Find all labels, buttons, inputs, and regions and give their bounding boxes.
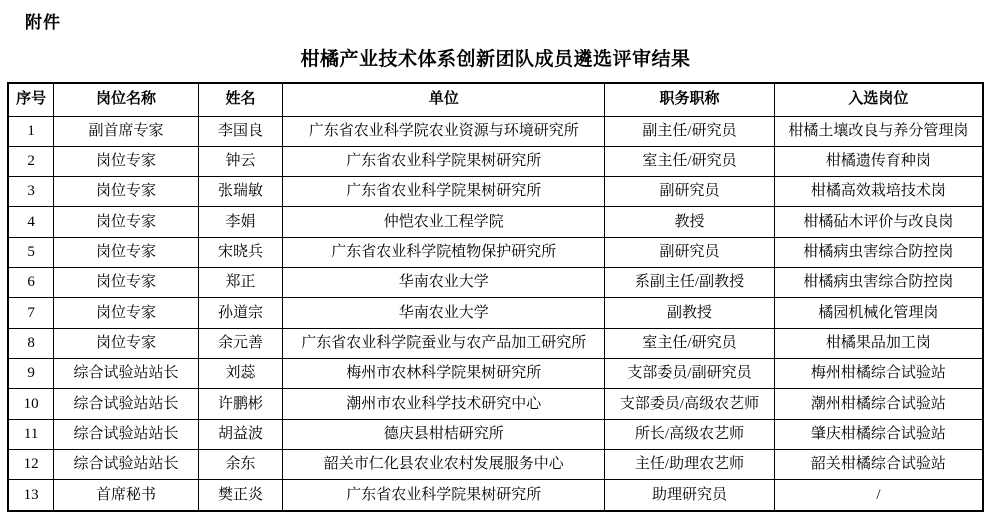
- cell-no: 12: [8, 449, 54, 479]
- cell-position: 副首席专家: [54, 116, 198, 146]
- cell-selected: 柑橘遗传育种岗: [774, 146, 983, 176]
- cell-position: 岗位专家: [54, 298, 198, 328]
- cell-selected: 肇庆柑橘综合试验站: [774, 419, 983, 449]
- cell-no: 10: [8, 389, 54, 419]
- table-row: [8, 268, 983, 298]
- cell-name: 余元善: [198, 328, 283, 358]
- cell-position: 岗位专家: [54, 268, 198, 298]
- table-row: [8, 328, 983, 358]
- cell-selected: 柑橘土壤改良与养分管理岗: [774, 116, 983, 146]
- header-name: 姓名: [198, 83, 283, 116]
- cell-selected: 橘园机械化管理岗: [774, 298, 983, 328]
- cell-title: 副主任/研究员: [605, 116, 775, 146]
- cell-name: 刘蕊: [198, 359, 283, 389]
- cell-title: 教授: [605, 207, 775, 237]
- table-row: [8, 449, 983, 479]
- table-row: [8, 237, 983, 267]
- cell-title: 支部委员/副研究员: [605, 359, 775, 389]
- cell-position: 岗位专家: [54, 328, 198, 358]
- table-row: [8, 480, 983, 511]
- cell-no: 11: [8, 419, 54, 449]
- cell-position: 岗位专家: [54, 237, 198, 267]
- cell-title: 所长/高级农艺师: [605, 419, 775, 449]
- cell-position: 综合试验站站长: [54, 449, 198, 479]
- cell-unit: 广东省农业科学院果树研究所: [283, 146, 605, 176]
- cell-name: 孙道宗: [198, 298, 283, 328]
- cell-unit: 广东省农业科学院果树研究所: [283, 177, 605, 207]
- cell-name: 李娟: [198, 207, 283, 237]
- cell-position: 首席秘书: [54, 480, 198, 511]
- cell-unit: 广东省农业科学院农业资源与环境研究所: [283, 116, 605, 146]
- cell-unit: 仲恺农业工程学院: [283, 207, 605, 237]
- cell-no: 4: [8, 207, 54, 237]
- cell-no: 6: [8, 268, 54, 298]
- cell-no: 1: [8, 116, 54, 146]
- cell-no: 3: [8, 177, 54, 207]
- cell-position: 综合试验站站长: [54, 389, 198, 419]
- cell-position: 岗位专家: [54, 207, 198, 237]
- cell-selected: 柑橘砧木评价与改良岗: [774, 207, 983, 237]
- cell-name: 张瑞敏: [198, 177, 283, 207]
- cell-position: 岗位专家: [54, 177, 198, 207]
- cell-title: 副教授: [605, 298, 775, 328]
- cell-title: 室主任/研究员: [605, 146, 775, 176]
- cell-selected: /: [774, 480, 983, 511]
- cell-title: 副研究员: [605, 237, 775, 267]
- table-row: [8, 359, 983, 389]
- cell-position: 综合试验站站长: [54, 359, 198, 389]
- cell-unit: 韶关市仁化县农业农村发展服务中心: [283, 449, 605, 479]
- page-title: 柑橘产业技术体系创新团队成员遴选评审结果: [300, 49, 691, 70]
- header-selected: 入选岗位: [774, 83, 983, 116]
- cell-title: 室主任/研究员: [605, 328, 775, 358]
- cell-name: 李国良: [198, 116, 283, 146]
- results-table: [7, 82, 984, 512]
- cell-unit: 华南农业大学: [283, 298, 605, 328]
- cell-position: 综合试验站站长: [54, 419, 198, 449]
- table-header-row: [8, 83, 983, 116]
- cell-title: 助理研究员: [605, 480, 775, 511]
- cell-no: 8: [8, 328, 54, 358]
- cell-unit: 广东省农业科学院植物保护研究所: [283, 237, 605, 267]
- cell-name: 许鹏彬: [198, 389, 283, 419]
- cell-no: 2: [8, 146, 54, 176]
- table-row: [8, 419, 983, 449]
- cell-name: 余东: [198, 449, 283, 479]
- cell-unit: 广东省农业科学院果树研究所: [283, 480, 605, 511]
- table-row: [8, 116, 983, 146]
- cell-unit: 广东省农业科学院蚕业与农产品加工研究所: [283, 328, 605, 358]
- cell-unit: 华南农业大学: [283, 268, 605, 298]
- cell-title: 副研究员: [605, 177, 775, 207]
- cell-title: 主任/助理农艺师: [605, 449, 775, 479]
- header-title: 职务职称: [605, 83, 775, 116]
- table-row: [8, 298, 983, 328]
- cell-unit: 梅州市农林科学院果树研究所: [283, 359, 605, 389]
- cell-selected: 梅州柑橘综合试验站: [774, 359, 983, 389]
- cell-selected: 柑橘病虫害综合防控岗: [774, 268, 983, 298]
- cell-unit: 德庆县柑桔研究所: [283, 419, 605, 449]
- cell-name: 钟云: [198, 146, 283, 176]
- cell-unit: 潮州市农业科学技术研究中心: [283, 389, 605, 419]
- cell-name: 宋晓兵: [198, 237, 283, 267]
- cell-selected: 柑橘果品加工岗: [774, 328, 983, 358]
- cell-name: 樊正炎: [198, 480, 283, 511]
- table-row: [8, 146, 983, 176]
- header-no: 序号: [8, 83, 54, 116]
- table-row: [8, 207, 983, 237]
- cell-position: 岗位专家: [54, 146, 198, 176]
- results-table-body: [8, 116, 983, 511]
- cell-no: 13: [8, 480, 54, 511]
- cell-no: 9: [8, 359, 54, 389]
- cell-title: 支部委员/高级农艺师: [605, 389, 775, 419]
- cell-no: 7: [8, 298, 54, 328]
- cell-title: 系副主任/副教授: [605, 268, 775, 298]
- header-unit: 单位: [283, 83, 605, 116]
- table-row: [8, 389, 983, 419]
- header-position: 岗位名称: [54, 83, 198, 116]
- cell-name: 胡益波: [198, 419, 283, 449]
- cell-no: 5: [8, 237, 54, 267]
- cell-name: 郑正: [198, 268, 283, 298]
- attachment-label: 附件: [25, 13, 61, 33]
- cell-selected: 柑橘高效栽培技术岗: [774, 177, 983, 207]
- cell-selected: 柑橘病虫害综合防控岗: [774, 237, 983, 267]
- cell-selected: 潮州柑橘综合试验站: [774, 389, 983, 419]
- cell-selected: 韶关柑橘综合试验站: [774, 449, 983, 479]
- table-row: [8, 177, 983, 207]
